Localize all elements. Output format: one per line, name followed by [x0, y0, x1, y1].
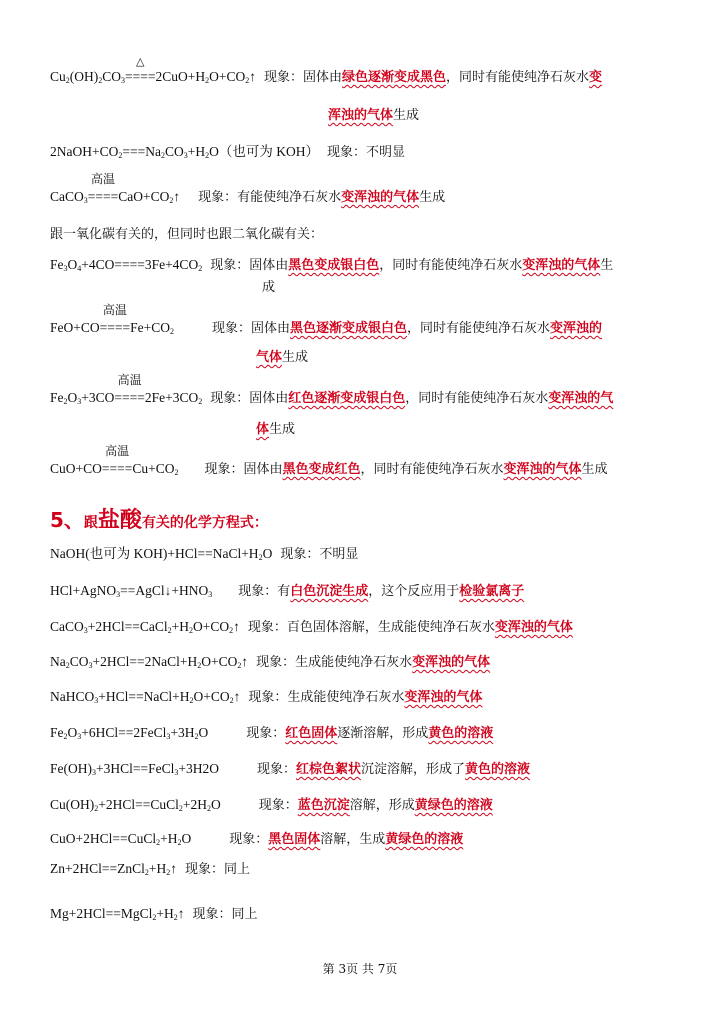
section-heading: [50, 503, 268, 534]
subscript: 2: [245, 76, 250, 85]
subscript: 2: [174, 468, 179, 477]
text-run: ，同时有能使纯净石灰水: [446, 70, 590, 85]
subscript: 3: [116, 590, 121, 599]
subscript: 3: [121, 76, 126, 85]
subscript: 3: [88, 661, 93, 670]
text-run: ↑: [177, 906, 185, 921]
text-run: (OH): [69, 69, 99, 84]
highlight-text: 黑色固体: [268, 832, 321, 847]
highlight-text: 变: [589, 70, 603, 85]
text-run: Fe+CO: [130, 320, 170, 335]
text-run: ，同时有能使纯净石灰水: [379, 258, 523, 273]
subscript: 3: [77, 732, 82, 741]
phenomenon-text: [212, 321, 602, 336]
text-run: 现象：固体由: [264, 70, 343, 85]
text-run: O: [67, 257, 78, 272]
text-run: ↑: [233, 689, 241, 704]
chemical-equation: [50, 144, 319, 159]
text-run: O+CO: [192, 619, 230, 634]
subscript: 2: [167, 626, 172, 635]
text-run: 成: [262, 280, 276, 295]
text-run: CaCO: [50, 189, 84, 204]
highlight-text: 变浑浊的气体: [522, 258, 601, 273]
subscript: 2: [189, 696, 194, 705]
text-run: 生成: [393, 108, 420, 123]
phenomenon-text: [204, 462, 607, 477]
chemical-equation: [50, 861, 177, 876]
equation-line: [50, 796, 493, 818]
text-run: +H: [171, 619, 189, 634]
text-run: 生成: [282, 350, 309, 365]
reaction-condition-sign: [101, 444, 133, 478]
text-run: ===Na: [122, 144, 161, 159]
phenomenon-text: [238, 584, 524, 599]
highlight-text: 白色沉淀生成: [290, 584, 369, 599]
text-run: Cu(OH): [50, 797, 95, 812]
condition-label: △: [136, 56, 145, 68]
highlight-text: 变浑浊的: [550, 321, 603, 336]
chemical-equation: [50, 906, 184, 921]
text-run: +3H2O: [178, 761, 219, 776]
subscript: 3: [92, 768, 96, 777]
subscript: 4: [77, 264, 82, 273]
page-footer: 第 3页 共 7页: [322, 962, 398, 976]
phenomenon-text: [280, 547, 358, 562]
text-run: +H: [187, 144, 206, 159]
subscript: 2: [94, 804, 99, 813]
equation-line: [50, 653, 490, 675]
text-run: 生成: [269, 422, 296, 437]
chemical-equation: [50, 583, 212, 598]
phenomenon-text: [185, 862, 250, 877]
reaction-condition-sign: [125, 56, 156, 86]
subscript: 3: [183, 151, 188, 160]
equation-line: [50, 143, 405, 165]
chemical-equation: [50, 619, 240, 634]
text-run: 现象：固体由: [210, 258, 289, 273]
subscript: 2: [65, 76, 70, 85]
equation-line: [50, 545, 358, 567]
text-run: +H: [156, 906, 174, 921]
text-run: NaOH(也可为 KOH)+HCl==NaCl+H: [50, 546, 259, 561]
highlight-text: 红棕色絮状: [296, 762, 362, 777]
text-run: O（也可为 KOH）: [209, 144, 319, 159]
chemical-equation: [50, 797, 221, 812]
text-run: CO: [164, 144, 184, 159]
subscript: 2: [178, 804, 183, 813]
text-run: HCl+AgNO: [50, 583, 117, 598]
subscript: 3: [208, 590, 213, 599]
text-run: 现象：百色固体溶解，生成能使纯净石灰水: [247, 620, 495, 635]
phenomenon-text: [210, 391, 613, 406]
text-run: 沉淀溶解，形成了: [361, 762, 466, 777]
text-run: ↑: [249, 69, 256, 84]
text-run: Fe: [50, 725, 64, 740]
chemical-equation: [50, 725, 208, 740]
highlight-text: 黄绿色的溶液: [414, 798, 493, 813]
condition-label: 高温: [102, 303, 127, 317]
text-run: +H: [160, 831, 178, 846]
highlight-text: 蓝色沉淀: [297, 798, 350, 813]
text-run: 现象：生成能使纯净石灰水: [256, 655, 413, 670]
equation-line: [50, 724, 493, 746]
highlight-text: 黄色的溶液: [428, 726, 494, 741]
text-run: O: [262, 546, 273, 561]
highlight-text: 绿色逐渐变成黑色: [342, 70, 447, 85]
text-run: O: [198, 725, 209, 740]
equation-line: [50, 688, 482, 710]
text-run: 现象：固体由: [204, 462, 283, 477]
subscript: 2: [205, 151, 210, 160]
subscript: 3: [63, 264, 68, 273]
section-number: 5、: [50, 508, 84, 532]
highlight-text: 变浑浊的气体: [412, 655, 491, 670]
reaction-condition-sign: [87, 172, 119, 206]
equation-line: [50, 905, 258, 927]
text-run: 2Fe+3CO: [144, 390, 199, 405]
condition-label: 高温: [90, 172, 115, 186]
equation-line: [50, 582, 524, 604]
highlight-text: 黄绿色的溶液: [385, 832, 464, 847]
text-run: +3CO: [81, 390, 115, 405]
text-run: 溶解，生成: [320, 832, 386, 847]
highlight-text: 变浑浊的气体: [341, 190, 420, 205]
text-run: 现象：生成能使纯净石灰水: [248, 690, 405, 705]
highlight-text: 浑浊的气体: [328, 108, 394, 123]
phenomenon-text: [259, 798, 493, 813]
subscript: 2: [118, 151, 123, 160]
text-run: +2H: [182, 797, 207, 812]
chemical-equation: [50, 56, 256, 85]
text-run: +2HCl==CaCl: [87, 619, 168, 634]
phenomenon-continuation: [262, 279, 275, 297]
highlight-text: 黄色的溶液: [465, 762, 531, 777]
chemical-equation: [50, 761, 219, 776]
text-run: 现象：不明显: [326, 145, 405, 160]
text-run: 2NaOH+CO: [50, 144, 119, 159]
phenomenon-continuation: [328, 107, 419, 125]
phenomenon-continuation: [256, 349, 308, 367]
text-run: 溶解，形成: [349, 798, 415, 813]
subscript: 2: [152, 913, 157, 922]
phenomenon-text: [192, 907, 257, 922]
subscript: 3: [166, 732, 171, 741]
text-run: NaHCO: [50, 689, 95, 704]
condition-label: 高温: [117, 373, 142, 387]
chemical-equation: [50, 172, 181, 205]
highlight-text: 变浑浊的气体: [494, 620, 573, 635]
chemical-equation: [50, 654, 248, 669]
text-run: +HCl==NaCl+H: [98, 689, 190, 704]
text-run: 现象：: [256, 762, 296, 777]
subscript: 2: [63, 397, 68, 406]
text-run: 现象：固体由: [210, 391, 289, 406]
subscript: 3: [174, 768, 179, 777]
text-run: ，这个反应用于: [368, 584, 460, 599]
subscript: 2: [229, 626, 234, 635]
text-run: +3HCl==FeCl: [96, 761, 175, 776]
text-run: 逐渐溶解，形成: [337, 726, 429, 741]
phenomenon-text: [210, 258, 613, 273]
equation-line: [50, 444, 608, 482]
phenomenon-text: [256, 655, 490, 670]
text-run: O+CO: [209, 69, 246, 84]
text-run: 生: [600, 258, 614, 273]
text-run: 现象：同上: [184, 862, 250, 877]
text-run: CaCO: [50, 619, 84, 634]
phenomenon-text: [229, 832, 463, 847]
text-run: 现象：: [246, 726, 286, 741]
text-run: 生成: [419, 190, 446, 205]
text-run: O: [181, 831, 192, 846]
subscript: 3: [77, 397, 82, 406]
text-run: O: [210, 797, 221, 812]
equals-sign: ====: [125, 69, 156, 84]
text-run: Fe: [50, 390, 64, 405]
text-run: ↑: [233, 619, 240, 634]
text-run: FeO+CO: [50, 320, 100, 335]
reaction-condition-sign: [99, 303, 131, 337]
equals-sign: ====: [99, 320, 131, 335]
highlight-text: 变浑浊的气体: [503, 462, 582, 477]
highlight-text: 红色固体: [285, 726, 338, 741]
text-line: 跟一氧化碳有关的，但同时也跟二氧化碳有关：: [50, 227, 324, 242]
text-run: CO: [69, 654, 89, 669]
chemical-equation: [50, 257, 202, 272]
text-run: ↑: [173, 189, 181, 204]
highlight-text: 体: [256, 422, 270, 437]
text-run: ，同时有能使纯净石灰水: [407, 321, 551, 336]
text-run: O+CO: [193, 689, 230, 704]
text-run: CuO+2HCl==CuCl: [50, 831, 157, 846]
text-run: +4CO====3Fe+4CO: [81, 257, 199, 272]
text-run: O: [67, 725, 78, 740]
highlight-text: 黑色逐渐变成银白色: [289, 321, 407, 336]
equation-line: [50, 303, 603, 341]
text-run: +H: [148, 861, 167, 876]
subscript: 2: [188, 626, 193, 635]
text-run: 现象：有: [238, 584, 291, 599]
text-run: 现象：: [229, 832, 269, 847]
subscript: 2: [63, 732, 68, 741]
subscript: 2: [166, 868, 171, 877]
text-run: CuO+CO: [50, 461, 102, 476]
phenomenon-text: [264, 70, 602, 85]
subscript: 2: [198, 397, 203, 406]
highlight-text: 黑色变成红色: [282, 462, 361, 477]
text-run: O: [67, 390, 78, 405]
condition-label: 高温: [105, 444, 130, 458]
text-run: ==AgCl↓+HNO: [120, 583, 209, 598]
subscript: 2: [144, 868, 149, 877]
equation-line: [50, 618, 573, 640]
text-run: +2HCl==2NaCl+H: [92, 654, 198, 669]
text-run: ，同时有能使纯净石灰水: [405, 391, 549, 406]
chemical-equation: [50, 373, 203, 406]
text-run: O+CO: [201, 654, 238, 669]
subscript: 2: [98, 76, 103, 85]
equation-line: [50, 373, 614, 411]
text-run: Cu+CO: [132, 461, 175, 476]
subscript: 2: [205, 76, 210, 85]
subscript: 2: [194, 732, 199, 741]
subscript: 2: [229, 696, 234, 705]
chemical-equation: [50, 689, 240, 704]
equation-line: [50, 256, 613, 278]
subscript: 2: [169, 196, 174, 205]
text-run: Cu: [50, 69, 66, 84]
highlight-text: 变浑浊的气: [548, 391, 614, 406]
equals-sign: ====: [87, 189, 119, 204]
text-run: ，同时有能使纯净石灰水: [360, 462, 504, 477]
text-run: Fe: [50, 257, 64, 272]
text-run: CaO+CO: [118, 189, 170, 204]
subscript: 2: [169, 327, 174, 336]
text-run: 2CuO+H: [155, 69, 206, 84]
phenomenon-text: [248, 620, 573, 635]
heading-keyword: 盐酸: [97, 507, 142, 533]
equation-line: [50, 172, 446, 210]
highlight-text: 黑色变成银白色: [288, 258, 380, 273]
chemical-equation: [50, 831, 191, 846]
text-run: ↑: [170, 861, 177, 876]
text-run: 现象：同上: [192, 907, 258, 922]
text-run: +3H: [170, 725, 195, 740]
equation-line: [50, 860, 250, 882]
text-run: Mg+2HCl==MgCl: [50, 906, 153, 921]
phenomenon-text: [198, 190, 445, 205]
text-run: ↑: [241, 654, 249, 669]
subscript: 2: [177, 838, 182, 847]
text-run: +6HCl==2FeCl: [81, 725, 167, 740]
heading-suffix: 有关的化学方程式：: [141, 515, 268, 531]
subscript: 2: [65, 661, 70, 670]
heading-prefix: 跟: [83, 515, 98, 531]
text-run: 现象：不明显: [280, 547, 359, 562]
phenomenon-text: [246, 726, 493, 741]
phenomenon-text: [248, 690, 482, 705]
chemical-equation: [50, 444, 179, 477]
text-run: CO: [102, 69, 122, 84]
subscript: 2: [156, 838, 161, 847]
equals-sign: ====: [101, 461, 133, 476]
subscript: 2: [198, 264, 203, 273]
text-run: Zn+2HCl==ZnCl: [50, 861, 145, 876]
subscript: 2: [206, 804, 211, 813]
highlight-text: 检验氯离子: [459, 584, 525, 599]
subscript: 2: [258, 553, 263, 562]
subscript: 2: [160, 151, 165, 160]
text-run: +2HCl==CuCl: [98, 797, 179, 812]
phenomenon-text: [257, 762, 530, 777]
subscript: 3: [83, 196, 88, 205]
text-run: Na: [50, 654, 66, 669]
text-run: 现象：有能使纯净石灰水: [198, 190, 342, 205]
equation-line: [50, 760, 530, 782]
phenomenon-text: [327, 145, 405, 160]
phenomenon-continuation: [256, 421, 295, 439]
text-run: 现象：: [258, 798, 298, 813]
reaction-condition-sign: [114, 373, 145, 407]
equation-line: [50, 830, 463, 852]
text-run: Fe(OH): [50, 761, 92, 776]
subscript: 3: [83, 626, 88, 635]
subscript: 2: [237, 661, 242, 670]
chemical-equation: [50, 303, 174, 336]
highlight-text: 变浑浊的气体: [404, 690, 483, 705]
subscript: 3: [94, 696, 99, 705]
equals-sign: ====: [114, 390, 145, 405]
highlight-text: 红色逐渐变成银白色: [288, 391, 406, 406]
equation-line: [50, 56, 603, 90]
text-run: 生成: [581, 462, 608, 477]
subscript: 2: [173, 913, 178, 922]
chemical-equation: [50, 546, 272, 561]
subscript: 2: [197, 661, 202, 670]
text-run: 现象：固体由: [211, 321, 290, 336]
highlight-text: 气体: [256, 350, 283, 365]
